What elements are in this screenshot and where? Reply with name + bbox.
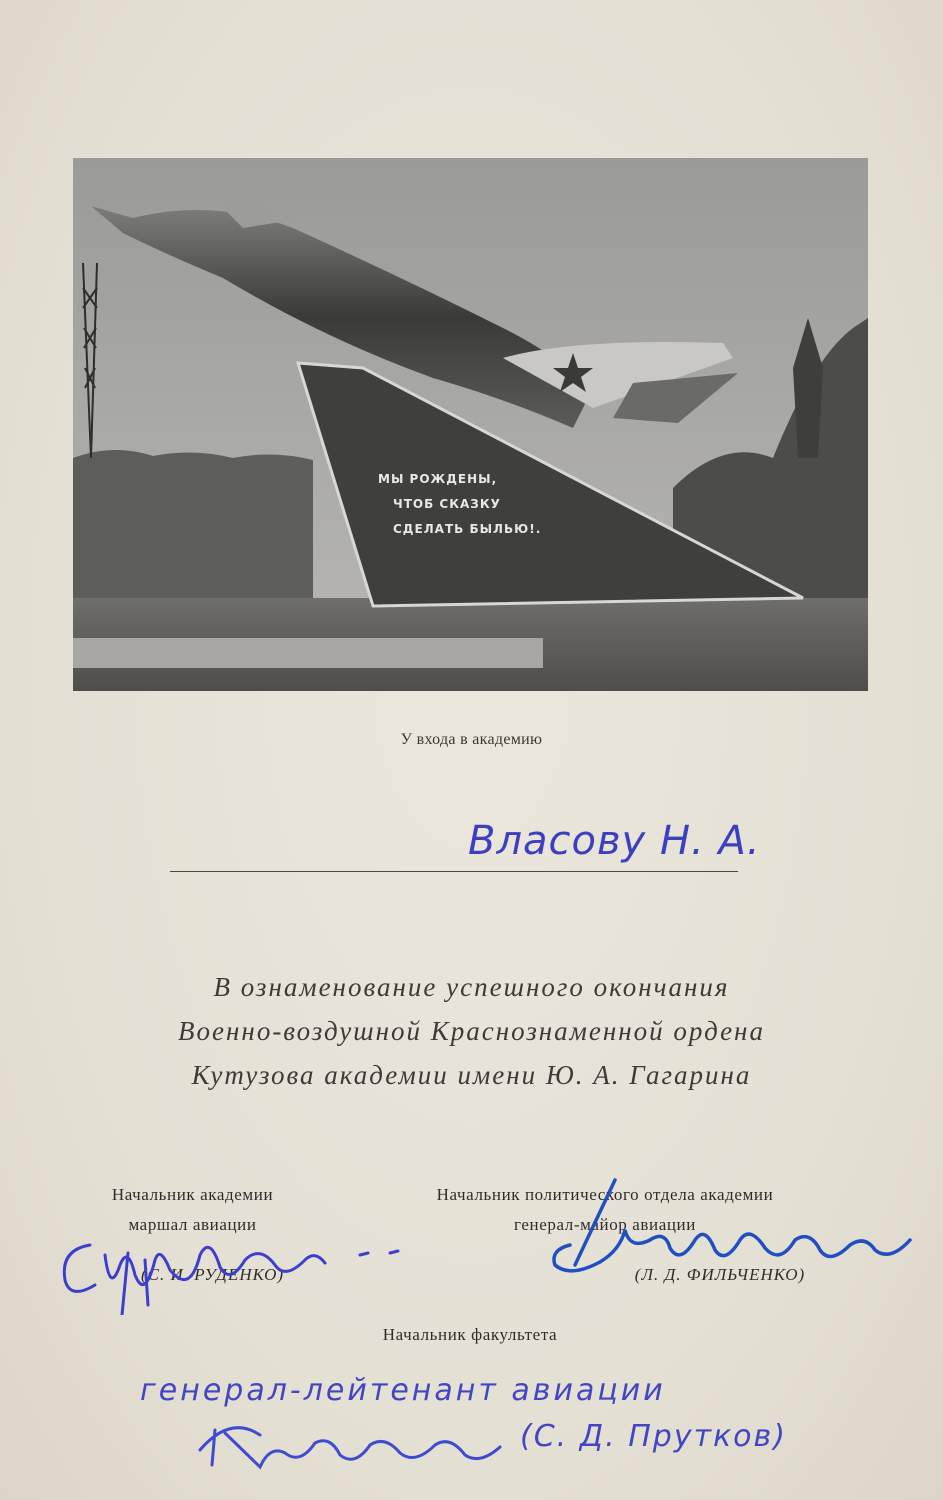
political-head-name: (Л. Д. ФИЛЬЧЕНКО) bbox=[634, 1265, 806, 1284]
photo-caption: У входа в академию bbox=[400, 731, 543, 748]
slogan-line-3: СДЕЛАТЬ БЫЛЬЮ!. bbox=[393, 522, 542, 536]
academy-head-signature bbox=[50, 1205, 410, 1315]
dedication-text bbox=[60, 965, 883, 1097]
recipient-underline bbox=[170, 871, 738, 872]
dedication-line-3: Кутузова академии имени Ю. А. Гагарина bbox=[191, 1060, 752, 1090]
political-head-rank: генерал-майор авиации bbox=[514, 1215, 696, 1234]
political-head-title: Начальник политического отдела академии bbox=[436, 1185, 774, 1204]
recipient-handwritten-name: Власову Н. А. bbox=[468, 818, 761, 864]
slogan-line-2: ЧТОБ СКАЗКУ bbox=[393, 497, 501, 511]
faculty-head-signature bbox=[190, 1405, 510, 1480]
faculty-head-rank-handwritten: генерал-лейтенант авиации bbox=[140, 1373, 666, 1408]
political-head-signature bbox=[530, 1170, 930, 1290]
faculty-head-title: Начальник факультета bbox=[382, 1325, 558, 1344]
dedication-line-2: Военно-воздушной Краснознаменной ордена bbox=[178, 1016, 765, 1046]
monument-photo bbox=[73, 158, 868, 691]
academy-head-rank: маршал авиации bbox=[128, 1215, 257, 1234]
academy-head-name: (С. И. РУДЕНКО) bbox=[140, 1265, 285, 1284]
slogan-line-1: МЫ РОЖДЕНЫ, bbox=[378, 472, 498, 486]
faculty-head-block bbox=[240, 1320, 700, 1350]
dedication-line-1: В ознаменование успешного окончания bbox=[213, 972, 730, 1002]
faculty-head-name-handwritten: (С. Д. Прутков) bbox=[520, 1419, 787, 1454]
academy-head-title: Начальник академии bbox=[111, 1185, 274, 1204]
